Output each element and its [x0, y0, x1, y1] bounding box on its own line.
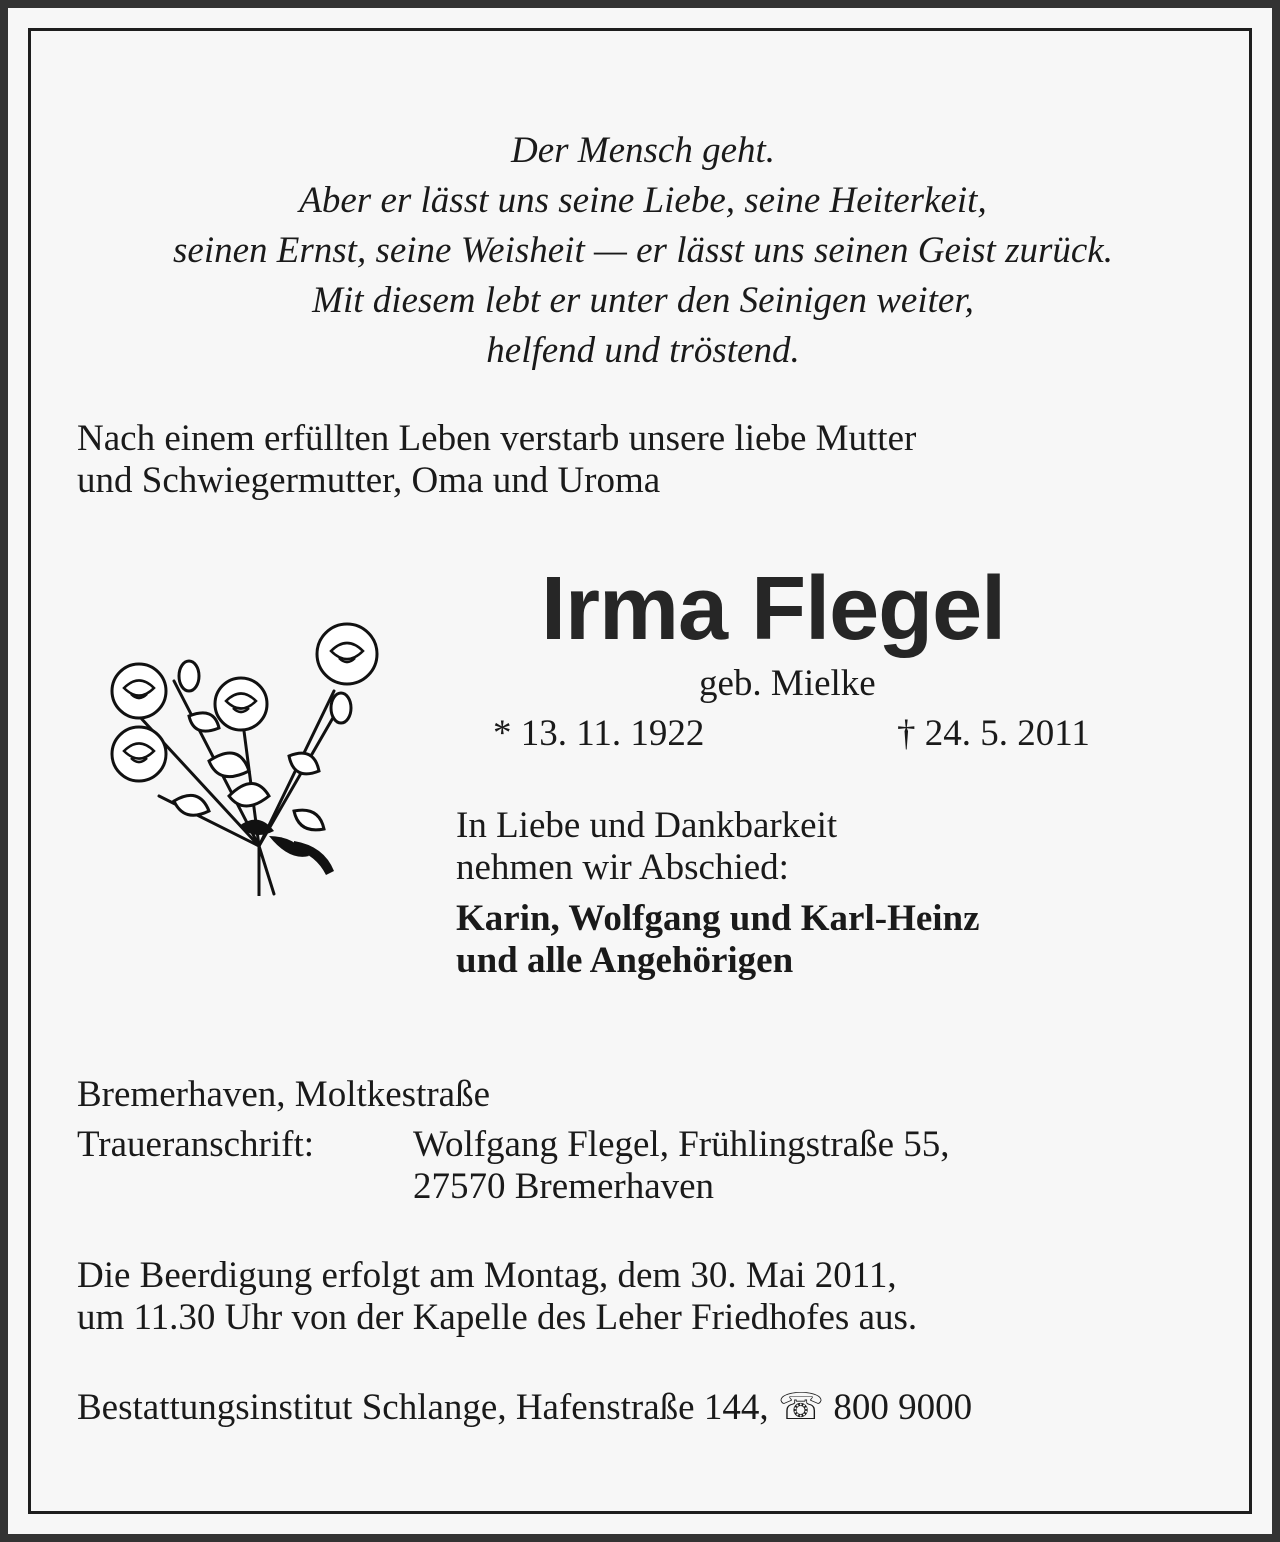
- poem-line-1: Der Mensch geht.: [510, 130, 776, 171]
- mourning-address-line-2: 27570 Bremerhaven: [413, 1166, 715, 1207]
- farewell-line-2: nehmen wir Abschied:: [456, 847, 789, 888]
- mourners-line-2: und alle Angehörigen: [456, 940, 794, 981]
- residence-place: Bremerhaven, Moltkestraße: [77, 1074, 491, 1115]
- funeral-line-2: um 11.30 Uhr von der Kapelle des Leher Friedhofes aus.: [77, 1297, 918, 1338]
- undertaker-info: Bestattungsinstitut Schlange, Hafenstraße 144, ☏ 800 9000: [77, 1387, 973, 1428]
- poem-line-4: Mit diesem lebt er unter den Seinigen weiter,: [312, 280, 974, 321]
- birth-date: * 13. 11. 1922: [493, 713, 705, 754]
- poem-line-5: helfend und tröstend.: [486, 330, 800, 371]
- death-date: † 24. 5. 2011: [897, 713, 1090, 754]
- poem-line-3: seinen Ernst, seine Weisheit — er lässt uns seinen Geist zurück.: [173, 230, 1113, 271]
- mourning-address-label: Traueranschrift:: [77, 1124, 315, 1165]
- poem-line-2: Aber er lässt uns seine Liebe, seine Heiterkeit,: [299, 180, 987, 221]
- intro-line-2: und Schwiegermutter, Oma und Uroma: [77, 460, 661, 501]
- notice-border: [28, 28, 1252, 1514]
- deceased-name: Irma Flegel: [541, 559, 1006, 659]
- funeral-line-1: Die Beerdigung erfolgt am Montag, dem 30. Mai 2011,: [77, 1255, 897, 1296]
- mourners-line-1: Karin, Wolfgang und Karl-Heinz: [456, 898, 980, 939]
- obituary-notice: [8, 8, 1272, 1534]
- intro-line-1: Nach einem erfüllten Leben verstarb unsere liebe Mutter: [77, 418, 917, 459]
- farewell-line-1: In Liebe und Dankbarkeit: [456, 805, 838, 846]
- mourning-address-line-1: Wolfgang Flegel, Frühlingstraße 55,: [413, 1124, 950, 1165]
- maiden-name: geb. Mielke: [699, 663, 876, 704]
- roses-bouquet-icon: [79, 596, 379, 896]
